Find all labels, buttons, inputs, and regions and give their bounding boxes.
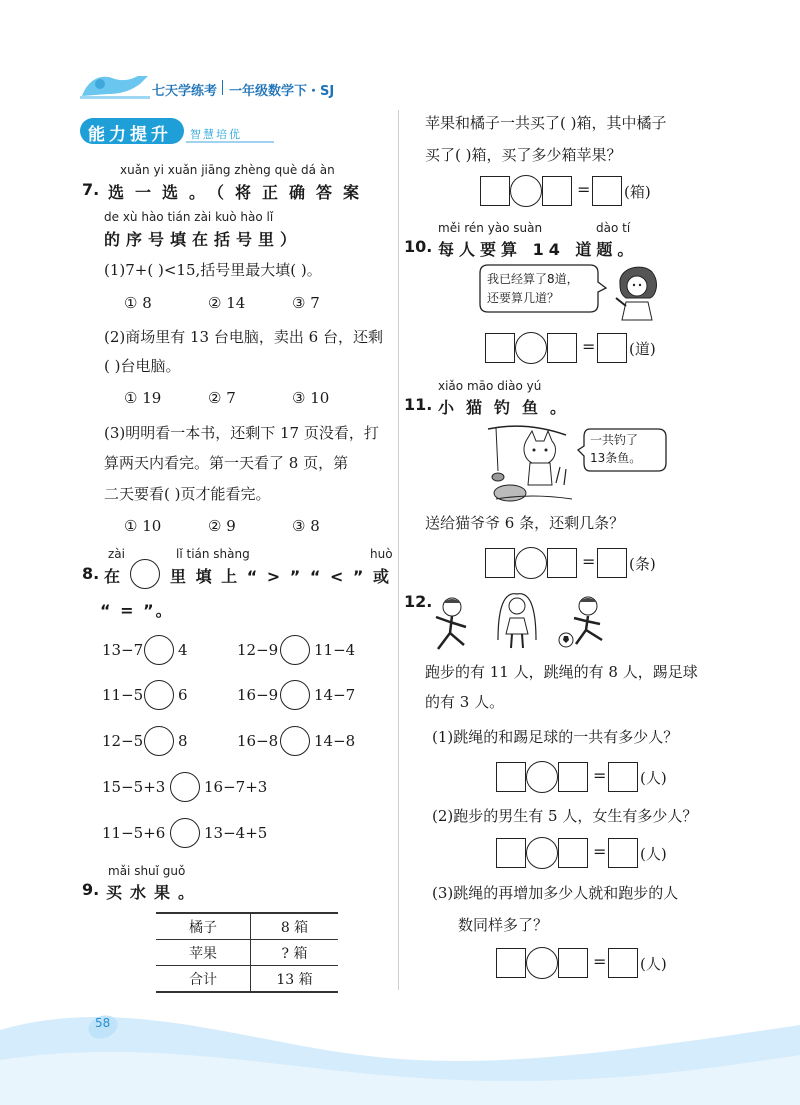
q10-pinyin-2: dào tí bbox=[596, 221, 631, 235]
q8-item2-left: 12−9 bbox=[237, 641, 279, 659]
operator-circle[interactable] bbox=[526, 761, 558, 793]
q8-item5-left: 12−5 bbox=[102, 732, 144, 750]
q7-sub1: (1)7+( )<15,括号里最大填( )。 bbox=[104, 261, 322, 279]
jumping-rope-girl-icon bbox=[494, 590, 540, 652]
equals-sign: = bbox=[577, 180, 591, 199]
q12-sub2: (2)跑步的男生有 5 人，女生有多少人？ bbox=[432, 807, 698, 825]
q12-sub3-line2: 数同样多了？ bbox=[458, 916, 549, 934]
q7-sub3-line3: 二天要看( )页才能看完。 bbox=[104, 485, 271, 503]
q8-item8-circle[interactable] bbox=[170, 818, 200, 848]
q8-pinyin-c: huò bbox=[370, 547, 393, 561]
q12-desc-line2: 的有 3 人。 bbox=[425, 693, 505, 711]
girl-icon bbox=[612, 262, 662, 322]
series-name: 七天学练考 bbox=[152, 84, 218, 99]
operator-circle[interactable] bbox=[526, 947, 558, 979]
q12-unit: (人) bbox=[640, 769, 667, 787]
answer-box[interactable] bbox=[485, 333, 515, 363]
q8-item1-left: 13−7 bbox=[102, 641, 144, 659]
q8-item7-circle[interactable] bbox=[170, 772, 200, 802]
equals-sign: = bbox=[582, 552, 596, 571]
answer-box[interactable] bbox=[558, 838, 588, 868]
q7-title-1: 选一选。（将正确答案 bbox=[108, 183, 371, 202]
q8-item4-left: 16−9 bbox=[237, 686, 279, 704]
answer-box[interactable] bbox=[608, 838, 638, 868]
q10-unit: (道) bbox=[629, 340, 656, 358]
q7-pinyin-1: xuǎn yi xuǎn jiāng zhèng què dá àn bbox=[120, 163, 335, 177]
table-row bbox=[156, 913, 338, 940]
q7-sub3-line1: (3)明明看一本书，还剩下 17 页没看，打 bbox=[104, 424, 379, 442]
table-cell: 橘子 bbox=[156, 913, 251, 940]
q12-sub3-line1: (3)跳绳的再增加多少人就和跑步的人 bbox=[432, 884, 679, 902]
q12-number: 12. bbox=[404, 592, 433, 611]
q8-pinyin-a: zài bbox=[108, 547, 125, 561]
q7-sub1-option-2[interactable]: ② 14 bbox=[208, 294, 246, 312]
q10-bubble-line2: 还要算几道？ bbox=[487, 291, 560, 305]
q8-title-a: 在 bbox=[104, 567, 121, 586]
answer-box[interactable] bbox=[608, 762, 638, 792]
answer-box[interactable] bbox=[542, 176, 572, 206]
soccer-boy-icon bbox=[552, 594, 618, 652]
table-cell: 苹果 bbox=[156, 940, 251, 966]
operator-circle[interactable] bbox=[515, 547, 547, 579]
q10-pinyin-1: měi rén yào suàn bbox=[438, 221, 543, 235]
q11-title: 小猫钓鱼。 bbox=[438, 398, 579, 417]
q8-title-c: “ = ”。 bbox=[100, 601, 174, 620]
header-divider bbox=[222, 80, 223, 95]
q10-bubble-line1: 我已经算了8道， bbox=[487, 272, 579, 286]
q8-item3-right: 6 bbox=[178, 686, 188, 704]
q8-item1-circle[interactable] bbox=[144, 635, 174, 665]
operator-circle[interactable] bbox=[510, 175, 542, 207]
q11-question: 送给猫爷爷 6 条，还剩几条？ bbox=[425, 514, 625, 532]
answer-box[interactable] bbox=[480, 176, 510, 206]
q9-cont-line2: 买了( )箱，买了多少箱苹果？ bbox=[425, 146, 622, 164]
q7-sub1-option-3[interactable]: ③ 7 bbox=[292, 294, 320, 312]
column-divider bbox=[398, 110, 399, 990]
section-subtitle: 智慧培优 bbox=[190, 128, 242, 141]
q11-unit: (条) bbox=[629, 555, 656, 573]
q12-desc-line1: 跑步的有 11 人，跳绳的有 8 人，踢足球 bbox=[425, 663, 698, 681]
q7-sub3-option-1[interactable]: ① 10 bbox=[124, 517, 162, 535]
q7-sub2-line2: ( )台电脑。 bbox=[104, 357, 181, 375]
equals-sign: = bbox=[593, 842, 607, 861]
equals-sign: = bbox=[593, 766, 607, 785]
q8-item2-circle[interactable] bbox=[280, 635, 310, 665]
q11-bubble-line2: 13条鱼。 bbox=[590, 451, 642, 465]
table-row bbox=[156, 966, 338, 993]
answer-box[interactable] bbox=[608, 948, 638, 978]
table-cell: ? 箱 bbox=[251, 940, 339, 966]
answer-box[interactable] bbox=[547, 333, 577, 363]
answer-box[interactable] bbox=[592, 176, 622, 206]
q7-sub2-option-1[interactable]: ① 19 bbox=[124, 389, 162, 407]
logo-icon bbox=[78, 70, 153, 102]
q11-number: 11. bbox=[404, 395, 433, 414]
grade-label: 一年级数学下・SJ bbox=[229, 84, 335, 99]
table-row bbox=[156, 940, 338, 966]
answer-box[interactable] bbox=[547, 548, 577, 578]
table-cell: 合计 bbox=[156, 966, 251, 993]
q7-sub3-line2: 算两天内看完。第一天看了 8 页，第 bbox=[104, 454, 349, 472]
q12-unit: (人) bbox=[640, 845, 667, 863]
q9-fruit-table bbox=[156, 912, 338, 993]
q8-title-b: 里 填 上 “ > ” “ < ” 或 bbox=[170, 567, 392, 586]
q8-item3-left: 11−5 bbox=[102, 686, 144, 704]
section-underline bbox=[186, 141, 274, 143]
q8-pinyin-b: lǐ tián shàng bbox=[176, 547, 250, 561]
q10-number: 10. bbox=[404, 237, 433, 256]
q11-bubble-line1: 一共钓了 bbox=[590, 433, 639, 447]
operator-circle[interactable] bbox=[515, 332, 547, 364]
q8-item4-right: 14−7 bbox=[314, 686, 356, 704]
q8-item6-circle[interactable] bbox=[280, 726, 310, 756]
q8-item5-right: 8 bbox=[178, 732, 188, 750]
page-number: 58 bbox=[95, 1016, 111, 1030]
q8-item8-left: 11−5+6 bbox=[102, 824, 166, 842]
q8-item3-circle[interactable] bbox=[144, 680, 174, 710]
q8-item6-right: 14−8 bbox=[314, 732, 356, 750]
q7-sub2-option-3[interactable]: ③ 10 bbox=[292, 389, 330, 407]
q7-pinyin-2: de xù hào tián zài kuò hào lǐ bbox=[104, 210, 274, 224]
answer-box[interactable] bbox=[485, 548, 515, 578]
q12-sub1: (1)跳绳的和踢足球的一共有多少人？ bbox=[432, 728, 679, 746]
q8-item2-right: 11−4 bbox=[314, 641, 356, 659]
q8-item8-right: 13−4+5 bbox=[204, 824, 268, 842]
answer-box[interactable] bbox=[496, 948, 526, 978]
cat-fishing-icon bbox=[486, 423, 576, 503]
q8-item4-circle[interactable] bbox=[280, 680, 310, 710]
q8-item1-right: 4 bbox=[178, 641, 188, 659]
answer-box[interactable] bbox=[496, 838, 526, 868]
q9-title: 买水果。 bbox=[106, 883, 203, 902]
q8-title-circle bbox=[130, 559, 160, 589]
answer-box[interactable] bbox=[558, 762, 588, 792]
running-boy-icon bbox=[428, 595, 478, 653]
answer-box[interactable] bbox=[496, 762, 526, 792]
q10-title: 每人要算 14 道题。 bbox=[438, 240, 639, 259]
q9-number: 9. bbox=[82, 880, 100, 899]
equals-sign: = bbox=[582, 337, 596, 356]
answer-box[interactable] bbox=[558, 948, 588, 978]
q9-unit: (箱) bbox=[624, 183, 651, 201]
section-title: 能力提升 bbox=[88, 125, 172, 145]
q9-pinyin: mǎi shuǐ guǒ bbox=[108, 864, 186, 878]
q8-item6-left: 16−8 bbox=[237, 732, 279, 750]
q9-cont-line1: 苹果和橘子一共买了( )箱，其中橘子 bbox=[425, 114, 667, 132]
q7-sub3-option-3[interactable]: ③ 8 bbox=[292, 517, 320, 535]
q11-pinyin: xiǎo māo diào yú bbox=[438, 379, 542, 393]
q8-item7-right: 16−7+3 bbox=[204, 778, 268, 796]
q12-unit: (人) bbox=[640, 955, 667, 973]
q7-sub1-option-1[interactable]: ① 8 bbox=[124, 294, 152, 312]
answer-box[interactable] bbox=[597, 548, 627, 578]
q7-number: 7. bbox=[82, 180, 100, 199]
q7-title-2: 的序号填在括号里） bbox=[104, 230, 303, 249]
q7-sub2-option-2[interactable]: ② 7 bbox=[208, 389, 236, 407]
operator-circle[interactable] bbox=[526, 837, 558, 869]
q7-sub2-line1: (2)商场里有 13 台电脑，卖出 6 台，还剩 bbox=[104, 328, 383, 346]
table-cell: 13 箱 bbox=[251, 966, 339, 993]
bottom-wave bbox=[0, 1000, 800, 1105]
equals-sign: = bbox=[593, 952, 607, 971]
q8-item5-circle[interactable] bbox=[144, 726, 174, 756]
q8-item7-left: 15−5+3 bbox=[102, 778, 166, 796]
q7-sub3-option-2[interactable]: ② 9 bbox=[208, 517, 236, 535]
table-cell: 8 箱 bbox=[251, 913, 339, 940]
q8-number: 8. bbox=[82, 564, 100, 583]
answer-box[interactable] bbox=[597, 333, 627, 363]
